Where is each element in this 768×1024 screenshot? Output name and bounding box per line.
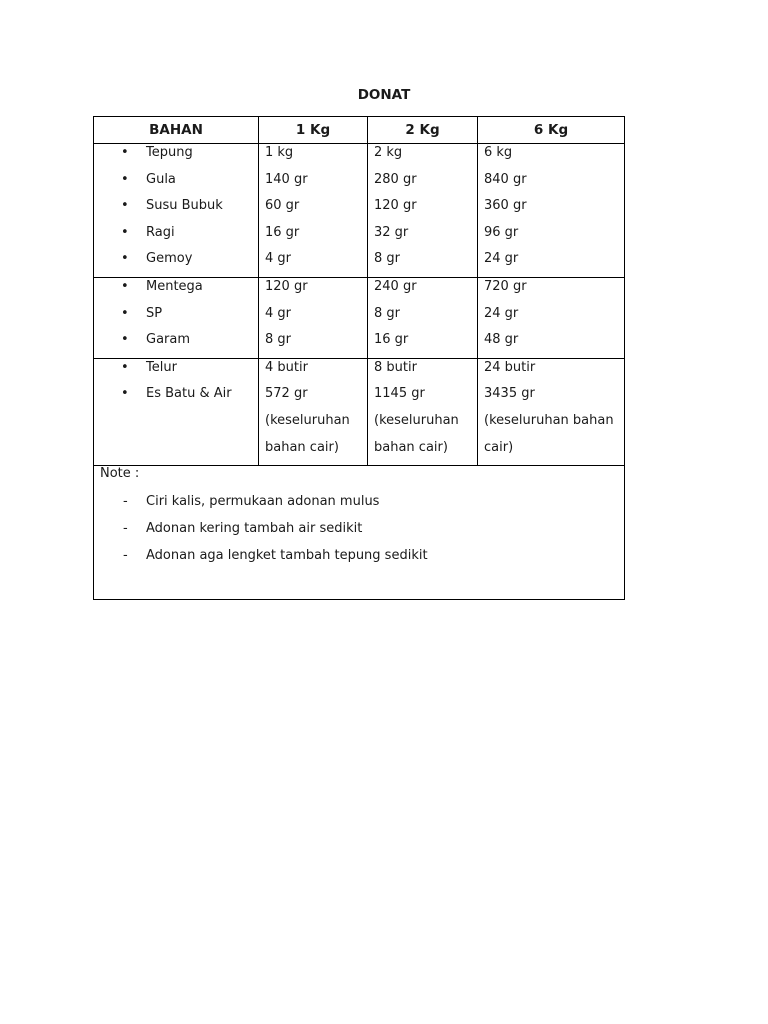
- value-text: 240 gr: [374, 278, 417, 294]
- list-item: [94, 305, 258, 332]
- bullet-icon: •: [121, 145, 129, 160]
- dash-icon: -: [123, 548, 128, 564]
- dash-icon: -: [123, 521, 128, 537]
- value-text: 280 gr: [374, 171, 417, 187]
- value-cell-1kg: [259, 277, 368, 358]
- bullet-icon: •: [121, 251, 129, 267]
- bullet-icon: •: [121, 224, 129, 240]
- ingredient-name: Mentega: [146, 278, 203, 294]
- list-item: [94, 171, 258, 198]
- value-text: bahan cair): [265, 439, 339, 455]
- bullet-icon: •: [121, 171, 129, 187]
- bullet-icon: •: [121, 278, 129, 294]
- note-item: [123, 548, 428, 564]
- value-text: 2 kg: [374, 145, 403, 160]
- value-text: 1 kg: [265, 145, 294, 160]
- value-text: 120 gr: [265, 278, 308, 294]
- value-cell-1kg: [259, 358, 368, 465]
- value-text: 840 gr: [484, 171, 527, 187]
- header-row: [94, 117, 625, 144]
- ingredient-group-2: [94, 277, 625, 358]
- bahan-cell: [94, 358, 259, 465]
- value-text: 24 butir: [484, 359, 536, 375]
- value-text: 32 gr: [374, 224, 409, 240]
- value-text: (keseluruhan: [265, 412, 350, 428]
- ingredient-name: Gemoy: [146, 251, 193, 267]
- list-item: [94, 197, 258, 224]
- value-text: 572 gr: [265, 386, 308, 402]
- list-item: [94, 385, 258, 412]
- header-1kg: 1 Kg: [259, 117, 368, 144]
- ingredient-group-1: [94, 144, 625, 278]
- value-text: 4 gr: [265, 251, 291, 267]
- value-text: cair): [484, 439, 514, 455]
- value-text: 8 gr: [265, 332, 291, 348]
- header-6kg: 6 Kg: [478, 117, 625, 144]
- bullet-icon: •: [121, 386, 129, 402]
- value-text: 8 butir: [374, 359, 417, 375]
- value-text: 720 gr: [484, 278, 527, 294]
- value-text: bahan cair): [374, 439, 448, 455]
- ingredient-name: Garam: [146, 332, 191, 348]
- note-item: [123, 521, 363, 537]
- recipe-table: [93, 116, 625, 600]
- value-text: 48 gr: [484, 332, 519, 348]
- header-2kg: 2 Kg: [368, 117, 478, 144]
- value-cell-6kg: [478, 358, 625, 465]
- value-cell-1kg: [259, 144, 368, 278]
- value-text: 1145 gr: [374, 386, 425, 402]
- ingredient-name: Gula: [146, 171, 176, 187]
- value-cell-2kg: [368, 144, 478, 278]
- ingredient-name: Ragi: [146, 224, 175, 240]
- ingredient-name: Tepung: [146, 145, 193, 160]
- bullet-icon: •: [121, 359, 129, 375]
- bahan-cell: [94, 277, 259, 358]
- ingredient-name: Es Batu & Air: [146, 386, 232, 402]
- bullet-icon: •: [121, 198, 129, 214]
- list-item: [94, 250, 258, 277]
- value-text: (keseluruhan: [374, 412, 459, 428]
- value-text: 4 gr: [265, 305, 291, 321]
- note-text: Ciri kalis, permukaan adonan mulus: [146, 494, 380, 510]
- note-item: [123, 494, 380, 510]
- bullet-icon: •: [121, 305, 129, 321]
- value-text: 120 gr: [374, 198, 417, 214]
- note-text: Adonan kering tambah air sedikit: [146, 521, 363, 537]
- value-text: 24 gr: [484, 305, 519, 321]
- value-text: 16 gr: [374, 332, 409, 348]
- value-text: 6 kg: [484, 145, 513, 160]
- value-text: 4 butir: [265, 359, 308, 375]
- ingredient-name: SP: [146, 305, 163, 321]
- ingredient-name: Telur: [146, 359, 177, 375]
- list-item: [94, 359, 258, 386]
- header-bahan: BAHAN: [94, 117, 259, 144]
- list-item: [94, 278, 258, 305]
- document-title: DONAT: [357, 87, 411, 103]
- value-text: 16 gr: [265, 224, 300, 240]
- bahan-cell: [94, 144, 259, 278]
- value-text: 360 gr: [484, 198, 527, 214]
- bullet-icon: •: [121, 332, 129, 348]
- value-text: (keseluruhan bahan: [484, 412, 614, 428]
- value-cell-2kg: [368, 358, 478, 465]
- dash-icon: -: [123, 494, 128, 510]
- value-text: 3435 gr: [484, 386, 535, 402]
- list-item: [94, 331, 258, 358]
- value-text: 8 gr: [374, 305, 400, 321]
- value-cell-6kg: [478, 277, 625, 358]
- note-text: Adonan aga lengket tambah tepung sedikit: [146, 548, 428, 564]
- list-item: [94, 224, 258, 251]
- value-text: 96 gr: [484, 224, 519, 240]
- value-cell-6kg: [478, 144, 625, 278]
- value-text: 8 gr: [374, 251, 400, 267]
- value-text: 60 gr: [265, 198, 300, 214]
- ingredient-group-3: [94, 358, 625, 465]
- note-cell: [94, 466, 625, 600]
- list-item: [94, 144, 258, 171]
- value-cell-2kg: [368, 277, 478, 358]
- note-label: Note :: [100, 466, 140, 482]
- value-text: 140 gr: [265, 171, 308, 187]
- value-text: 24 gr: [484, 251, 519, 267]
- note-row: [94, 466, 625, 600]
- ingredient-name: Susu Bubuk: [146, 198, 223, 214]
